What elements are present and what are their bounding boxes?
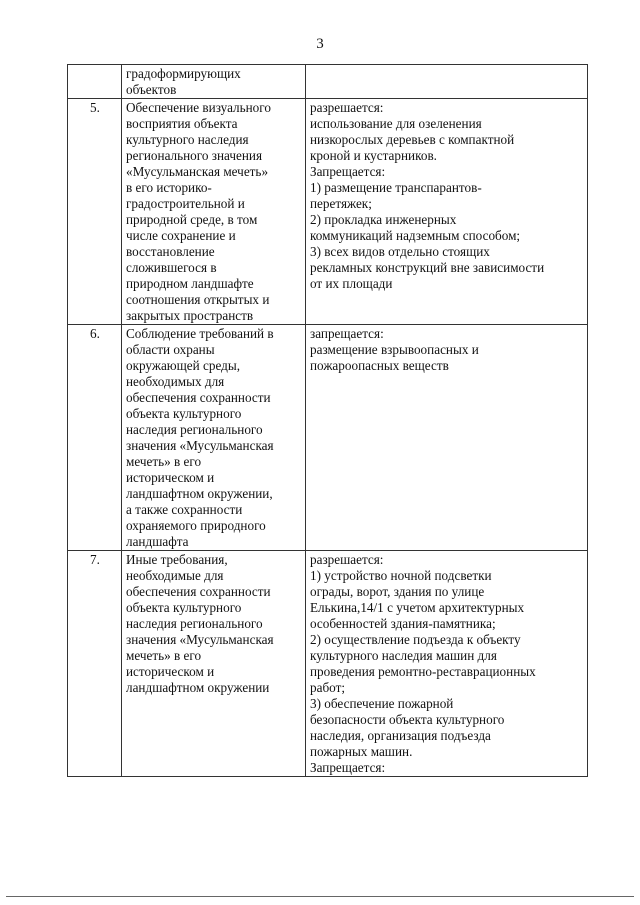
requirement-line: окружающей среды, [126,358,241,373]
requirement-line: в его историко- [126,180,212,195]
rule-line: низкорослых деревьев с компактной [310,132,515,147]
requirement-line: историческом и [126,470,215,485]
requirement-line: объекта культурного [126,600,242,615]
rule-line: 1) устройство ночной подсветки [310,568,492,583]
requirement-line: закрытых пространств [126,308,254,323]
requirement-line: соотношения открытых и [126,292,270,307]
requirement-line: обеспечения сохранности [126,390,271,405]
requirement-line: сложившегося в [126,260,217,275]
requirement-line: Обеспечение визуального [126,100,271,115]
rule-cell [306,99,588,325]
rule-line: 3) всех видов отдельно стоящих [310,244,490,259]
requirement-line: природной среде, в том [126,212,258,227]
requirement-line: охраняемого природного [126,518,266,533]
rule-line: 2) осуществление подъезда к объекту [310,632,521,647]
requirement-line: мечеть» в его [126,454,202,469]
rule-line: особенностей здания-памятника; [310,616,496,631]
rule-line: безопасности объекта культурного [310,712,505,727]
rule-line: 3) обеспечение пожарной [310,696,454,711]
requirement-line: необходимые для [126,568,224,583]
rule-line: Елькина,14/1 с учетом архитектурных [310,600,525,615]
requirement-line: значения «Мусульманская [126,632,274,647]
requirement-line: культурного наследия [126,132,249,147]
rule-line: кроной и кустарников. [310,148,437,163]
rule-line: размещение взрывоопасных и [310,342,479,357]
rule-line: рекламных конструкций вне зависимости [310,260,545,275]
requirement-line: ландшафта [126,534,189,549]
requirement-line: области охраны [126,342,215,357]
requirement-line: регионального значения [126,148,263,163]
requirement-line: ландшафтном окружении [126,680,270,695]
rule-line: от их площади [310,276,393,291]
requirement-cell [122,325,306,551]
requirement-cell [122,65,306,99]
rule-line: Запрещается: [310,164,386,179]
requirement-line: градоформирующих [126,66,241,81]
requirement-line: ландшафтном окружении, [126,486,273,501]
requirement-line: значения «Мусульманская [126,438,274,453]
row-number [68,65,122,99]
requirement-line: Иные требования, [126,552,228,567]
table-row [68,99,588,325]
requirement-line: объекта культурного [126,406,242,421]
rule-line: пожароопасных веществ [310,358,449,373]
requirement-line: «Мусульманская мечеть» [126,164,269,179]
rule-cell [306,551,588,777]
rule-line: проведения ремонтно-реставрационных [310,664,536,679]
requirement-line: объектов [126,82,177,97]
requirement-line: наследия регионального [126,616,263,631]
rule-line: запрещается: [310,326,384,341]
requirement-line: наследия регионального [126,422,263,437]
rule-line: пожарных машин. [310,744,413,759]
table-row [68,65,588,99]
requirement-line: мечеть» в его [126,648,202,663]
rule-line: работ; [310,680,346,695]
requirement-line: историческом и [126,664,215,679]
requirement-line: необходимых для [126,374,225,389]
requirement-line: градостроительной и [126,196,245,211]
rule-line: коммуникаций надземным способом; [310,228,521,243]
row-number: 5. [68,99,122,325]
rule-line: перетяжек; [310,196,372,211]
rule-cell [306,65,588,99]
rule-line: использование для озеленения [310,116,482,131]
table-row [68,551,588,777]
rule-line: Запрещается: [310,760,386,775]
rule-line: разрешается: [310,552,384,567]
requirement-line: восприятия объекта [126,116,238,131]
requirement-line: обеспечения сохранности [126,584,271,599]
requirement-line: природном ландшафте [126,276,254,291]
bottom-edge-line [6,896,634,897]
requirement-line: восстановление [126,244,215,259]
rule-line: ограды, ворот, здания по улице [310,584,485,599]
rule-cell [306,325,588,551]
rule-line: 1) размещение транспарантов- [310,180,482,195]
requirement-line: числе сохранение и [126,228,236,243]
rule-line: 2) прокладка инженерных [310,212,457,227]
requirement-cell [122,99,306,325]
rule-line: разрешается: [310,100,384,115]
row-number: 6. [68,325,122,551]
requirement-line: Соблюдение требований в [126,326,274,341]
rule-line: наследия, организация подъезда [310,728,491,743]
page-number: 3 [316,36,324,52]
requirement-cell [122,551,306,777]
table-row [68,325,588,551]
row-number: 7. [68,551,122,777]
regulations-table [67,64,588,777]
rule-line: культурного наследия машин для [310,648,497,663]
requirement-line: а также сохранности [126,502,243,517]
